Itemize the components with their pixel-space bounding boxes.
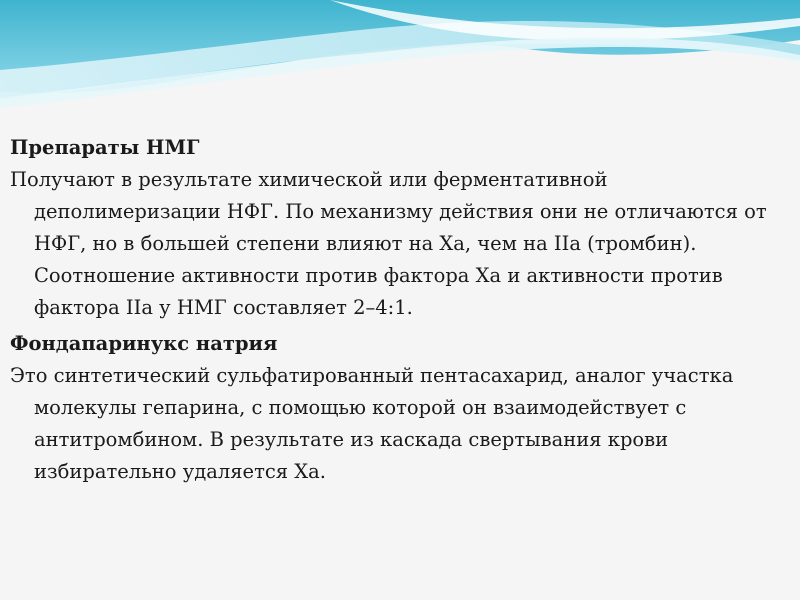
slide-content	[10, 132, 780, 492]
paragraph-fondaparinux: Это синтетический сульфатированный пентасахарид, аналог участка молекулы гепарина, с помощью которой он взаимодействует с антитромбином. В результате из каскада свертывания крови избирательно удаляется Ха.	[10, 364, 734, 483]
header-wave-decoration	[0, 0, 800, 120]
heading-fondaparinux: Фондапаринукс натрия	[10, 332, 278, 355]
heading-lmwh: Препараты НМГ	[10, 136, 200, 159]
paragraph-lmwh: Получают в результате химической или ферментативной деполимеризации НФГ. По механизму действия они не отличаются от НФГ, но в большей степени влияют на Ха, чем на IIa (тромбин). Соотношение активности против фактора Ха и активности против фактора IIa у НМГ составляет 2–4:1.	[10, 168, 767, 319]
